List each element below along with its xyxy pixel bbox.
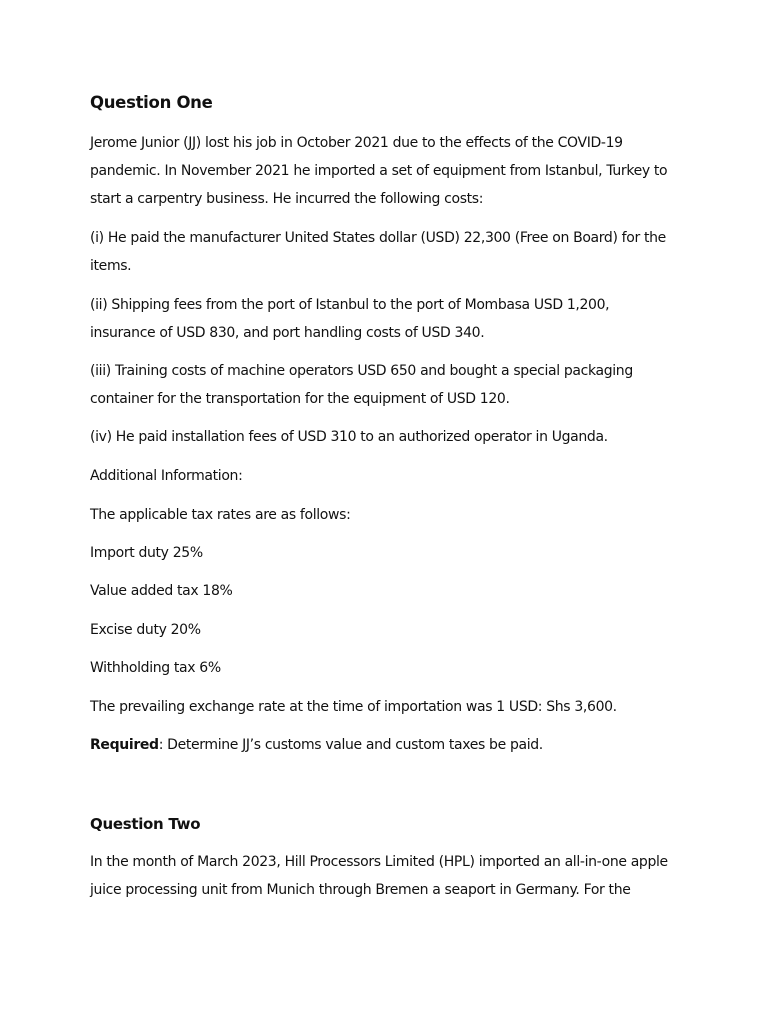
- question-one-intro-line: Jerome Junior (JJ) lost his job in October 2021 due to the effects of the COVID-19: [90, 135, 623, 151]
- additional-info-label: Additional Information:: [90, 468, 243, 484]
- tax-rates-intro: The applicable tax rates are as follows:: [90, 507, 351, 523]
- cost-item-i-line: (i) He paid the manufacturer United States dollar (USD) 22,300 (Free on Board) for the: [90, 230, 666, 246]
- question-one-intro-line: start a carpentry business. He incurred the following costs:: [90, 191, 484, 207]
- document-page: [90, 0, 690, 1024]
- question-one-intro-line: pandemic. In November 2021 he imported a set of equipment from Istanbul, Turkey to: [90, 163, 668, 179]
- tax-rate-vat: Value added tax 18%: [90, 583, 233, 599]
- tax-rate-withholding: Withholding tax 6%: [90, 660, 221, 676]
- question-two-heading: Question Two: [90, 815, 201, 833]
- cost-item-ii-line: insurance of USD 830, and port handling costs of USD 340.: [90, 325, 485, 341]
- cost-item-ii-line: (ii) Shipping fees from the port of Istanbul to the port of Mombasa USD 1,200,: [90, 297, 610, 313]
- cost-item-iv: (iv) He paid installation fees of USD 310 to an authorized operator in Uganda.: [90, 429, 608, 445]
- required-statement: [90, 736, 543, 754]
- tax-rate-import-duty: Import duty 25%: [90, 545, 203, 561]
- required-text: : Determine JJ’s customs value and custom taxes be paid.: [158, 737, 543, 753]
- question-two-intro-line: juice processing unit from Munich through Bremen a seaport in Germany. For the: [90, 882, 631, 898]
- tax-rate-excise-duty: Excise duty 20%: [90, 622, 201, 638]
- question-one-heading: Question One: [90, 93, 213, 112]
- cost-item-iii-line: (iii) Training costs of machine operators USD 650 and bought a special packaging: [90, 363, 633, 379]
- required-label: Required: [90, 737, 159, 753]
- exchange-rate-statement: The prevailing exchange rate at the time of importation was 1 USD: Shs 3,600.: [90, 699, 617, 715]
- cost-item-iii-line: container for the transportation for the equipment of USD 120.: [90, 391, 510, 407]
- cost-item-i-line: items.: [90, 258, 132, 274]
- question-two-intro-line: In the month of March 2023, Hill Processors Limited (HPL) imported an all-in-one apple: [90, 854, 668, 870]
